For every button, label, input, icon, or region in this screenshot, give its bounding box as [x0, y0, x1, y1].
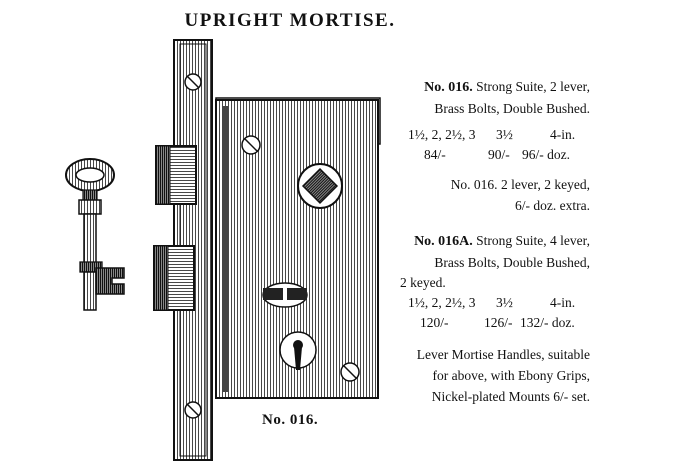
item-number: No. 016A. — [414, 234, 473, 249]
item-016-sizes — [380, 124, 590, 145]
item-number: No. 016. — [450, 177, 498, 192]
lock-case — [216, 98, 380, 398]
item-number: No. 016. — [424, 80, 473, 95]
handles-line: for above, with Ebony Grips, — [432, 368, 590, 383]
price: 90/- — [488, 147, 510, 162]
key-icon — [66, 159, 124, 310]
size: 3½ — [496, 295, 513, 310]
item-016-2keyed-line1 — [370, 174, 590, 195]
size: 4-in. — [550, 127, 576, 142]
item-016-line1 — [370, 76, 590, 98]
latch-bolt — [156, 146, 196, 204]
item-desc: Brass Bolts, Double Bushed. — [434, 101, 590, 116]
size: 3½ — [496, 127, 513, 142]
size-range: 1½, 2, 2½, 3 — [408, 127, 476, 142]
figure-caption: No. 016. — [262, 412, 319, 428]
price: 126/- — [484, 315, 513, 330]
item-016-prices — [380, 144, 590, 165]
size: 4-in. — [550, 295, 576, 310]
price: 96/- doz. — [522, 147, 570, 162]
page-title: UPRIGHT MORTISE. — [184, 10, 396, 31]
item-desc: 6/- doz. extra. — [515, 198, 590, 213]
price: 132/- doz. — [520, 315, 575, 330]
item-desc: Strong Suite, 2 lever, — [476, 79, 590, 94]
price: 84/- — [424, 147, 446, 162]
handles-line: Lever Mortise Handles, suitable — [416, 347, 590, 362]
item-016a-prices — [380, 312, 590, 333]
item-desc: Strong Suite, 4 lever, — [476, 233, 590, 248]
item-016a — [370, 230, 590, 273]
price: 120/- — [420, 315, 449, 330]
size-range: 1½, 2, 2½, 3 — [408, 295, 476, 310]
item-016a-sizes — [380, 292, 590, 313]
item-desc: 2 lever, 2 keyed, — [500, 177, 590, 192]
handles-line: Nickel-plated Mounts 6/- set. — [431, 389, 590, 404]
item-016-2keyed — [370, 174, 590, 216]
dead-bolt — [154, 246, 194, 310]
item-016a-line1 — [370, 230, 590, 252]
handles-note — [370, 344, 590, 407]
item-016 — [370, 76, 590, 119]
item-desc: 2 keyed. — [400, 275, 446, 290]
item-desc: Brass Bolts, Double Bushed, — [434, 255, 590, 270]
